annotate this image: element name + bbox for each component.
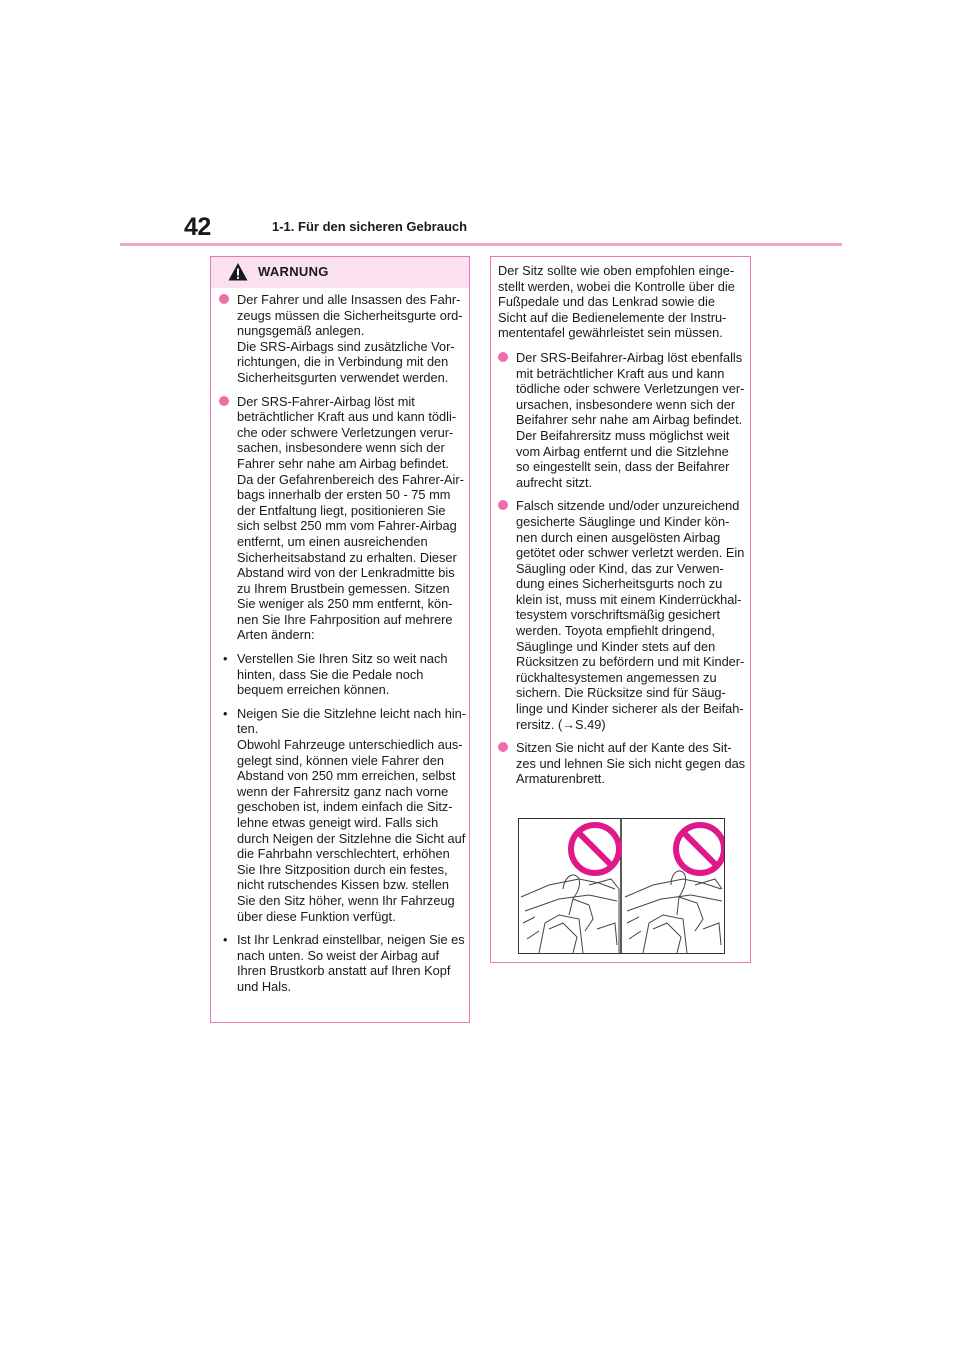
- warning-triangle-icon: [228, 262, 248, 282]
- page-reference-line: [516, 717, 740, 733]
- text-line: gesicherte Säuglinge und Kinder kön-: [516, 513, 730, 529]
- bullet-dot: [498, 352, 508, 362]
- text-line: mit beträchtlicher Kraft aus und kann: [516, 365, 725, 381]
- text-line: hinten, dass Sie die Pedale noch: [237, 666, 424, 682]
- continuation-content: [491, 257, 750, 787]
- text-line: Sitzen Sie nicht auf der Kante des Sit-: [516, 740, 732, 756]
- text-line: Verstellen Sie Ihren Sitz so weit nach: [237, 651, 448, 667]
- text-line: aufrecht sitzt.: [516, 474, 593, 490]
- text-line: che oder schwere Verletzungen verur-: [237, 424, 454, 440]
- warning-sub-item-2: [219, 705, 467, 924]
- continuation-bullet-3: [498, 740, 746, 787]
- text-line: beträchtlicher Kraft aus und kann tödli-: [237, 409, 457, 425]
- text-line: wenn der Fahrersitz ganz nach vorne: [237, 783, 449, 799]
- text-line: und Hals.: [237, 978, 292, 994]
- warning-content: [211, 288, 469, 995]
- incorrect-seating-drawing: [519, 819, 724, 953]
- text-line: rückhaltesystemen angemessen zu: [516, 669, 717, 685]
- text-line: Da der Gefahrenbereich des Fahrer-Air-: [237, 471, 464, 487]
- warning-bullet-2: [219, 393, 464, 644]
- text-line: bags innerhalb der ersten 50 - 75 mm: [237, 487, 451, 503]
- text-line: Abstand wird von der Lenkradmitte bis: [237, 565, 455, 581]
- text-line: Säugling oder Kind, das zur Verwen-: [516, 560, 724, 576]
- text-line: Rücksitzen zu befördern und mit Kinder-: [516, 654, 745, 670]
- text-line: sichern. Die Rücksitze sind für Säug-: [516, 685, 726, 701]
- seating-illustration: [518, 818, 725, 954]
- header-rule: [120, 243, 842, 246]
- text-line: Fahrer sehr nahe am Airbag befindet.: [237, 455, 449, 471]
- text-line: entfernt, um einen ausreichenden: [237, 533, 428, 549]
- continuation-bullet-1: [498, 349, 745, 490]
- text-line: Obwohl Fahrzeuge unterschiedlich aus-: [237, 737, 463, 753]
- text-line: Der SRS-Beifahrer-Airbag löst ebenfalls: [516, 349, 743, 365]
- text-line: Sie den Sitz höher, wenn Ihr Fahrzeug: [237, 892, 455, 908]
- text-line: Ist Ihr Lenkrad einstellbar, neigen Sie es: [237, 932, 465, 948]
- prohibition-icon: [676, 825, 724, 873]
- text-line: durch Neigen der Sitzlehne die Sicht auf: [237, 830, 466, 846]
- warning-title: WARNUNG: [258, 264, 329, 279]
- warning-header: [211, 257, 469, 288]
- warning-sub-item-1: [219, 651, 459, 698]
- text-line: Neigen Sie die Sitzlehne leicht nach hin-: [237, 705, 467, 721]
- text-line: Die SRS-Airbags sind zusätzliche Vor-: [237, 338, 455, 354]
- text-line: Sie weniger als 250 mm entfernt, kön-: [237, 596, 453, 612]
- text-line: nicht rutschendes Kissen bzw. stellen: [237, 877, 449, 893]
- bullet-dot: [219, 294, 229, 304]
- text-line: nach unten. So weist der Airbag auf: [237, 947, 440, 963]
- warning-box: [210, 256, 470, 1023]
- warning-sub-item-3: [219, 932, 465, 994]
- continuation-bullet-2: [498, 498, 745, 732]
- section-title: 1-1. Für den sicheren Gebrauch: [272, 219, 468, 234]
- page-number: 42: [184, 213, 211, 241]
- text-line: sachen, insbesondere wenn sich der: [237, 440, 445, 456]
- text-line: zes und lehnen Sie sich nicht gegen das: [516, 755, 746, 771]
- text-line: Beifahrer sehr nahe am Airbag befindet.: [516, 412, 743, 428]
- text-line: Abstand von 250 mm erreichen, selbst: [237, 768, 456, 784]
- text-line: Säuglinge und Kinder stets auf den: [516, 638, 716, 654]
- text-line: Der Sitz sollte wie oben empfohlen einge-: [498, 263, 735, 278]
- text-line: gelegt sind, können viele Fahrer den: [237, 752, 445, 768]
- text-line: Armaturenbrett.: [516, 771, 605, 787]
- text-line: stellt werden, wobei die Kontrolle über die: [498, 278, 735, 294]
- text-line: Der SRS-Fahrer-Airbag löst mit: [237, 393, 415, 409]
- text-line: Sicherheitsabstand zu erhalten. Dieser: [237, 549, 457, 565]
- text-line: nen durch einen ausgelösten Airbag: [516, 529, 721, 545]
- text-line: vom Airbag entfernt und die Sitzlehne: [516, 443, 729, 459]
- text-line: die Fahrbahn verschlechtert, erhöhen: [237, 846, 450, 862]
- text-line: Fußpedale und das Lenkrad sowie die: [498, 294, 715, 310]
- text-line: Sie Ihre Sitzposition durch ein festes,: [237, 861, 448, 877]
- text-line: lehne etwas geneigt wird. Falls sich: [237, 815, 439, 830]
- text-line: dung eines Sicherheitsgurts noch zu: [516, 576, 723, 592]
- text-line: linge und Kinder sicherer als der Beifah-: [516, 701, 744, 717]
- text-line: Ihren Brustkorb anstatt auf Ihren Kopf: [237, 963, 451, 979]
- text-line: Der Beifahrersitz muss möglichst weit: [516, 427, 730, 443]
- text-line: getötet oder schwer verletzt werden. Ein: [516, 545, 745, 561]
- text-line: Arten ändern:: [237, 627, 315, 643]
- text-line: klein ist, muss mit einem Kinderrückhal-: [516, 591, 742, 607]
- text-line: über diese Funktion verfügt.: [237, 908, 396, 924]
- bullet-dot: [219, 396, 229, 406]
- text-line: werden. Toyota empfiehlt dringend,: [516, 623, 715, 639]
- text-line: sich selbst 250 mm vom Fahrer-Airbag: [237, 518, 457, 534]
- prohibition-icon: [571, 825, 619, 873]
- arrow-right-icon: →: [562, 716, 576, 732]
- bullet-dot: [498, 500, 508, 510]
- text-line: nen Sie Ihre Fahrposition auf mehrere: [237, 611, 453, 627]
- text-line: tesystem vorschriftsmäßig gesichert: [516, 607, 721, 623]
- text-line: geschoben ist, indem einfach die Sitz-: [237, 799, 453, 815]
- bullet-dot: [498, 742, 508, 752]
- text-line: mententafel gewährleistet sein müssen.: [498, 325, 723, 341]
- text-line: bequem erreichen können.: [237, 682, 390, 698]
- page-reference-link[interactable]: S.49): [575, 716, 606, 732]
- continuation-intro: [498, 263, 740, 341]
- ref-prefix: rersitz. (: [516, 716, 563, 732]
- text-line: ten.: [237, 721, 259, 737]
- text-line: zu Ihrem Brustbein gemessen. Sitzen: [237, 580, 450, 596]
- text-line: zeugs müssen die Sicherheitsgurte ord-: [237, 307, 463, 323]
- text-line: Falsch sitzende und/oder unzureichend: [516, 498, 740, 514]
- text-line: richtungen, die in Verbindung mit den: [237, 354, 449, 370]
- text-line: Sicht auf die Bedienelemente der Instru-: [498, 309, 727, 325]
- text-line: Sicherheitsgurten verwendet werden.: [237, 369, 449, 385]
- sub-bullet-dot: •: [223, 705, 228, 721]
- text-line: der Entfaltung liegt, positionieren Sie: [237, 502, 446, 518]
- text-line: nungsgemäß anlegen.: [237, 323, 365, 339]
- text-line: so eingestellt sein, dass der Beifahrer: [516, 459, 730, 475]
- sub-bullet-dot: •: [223, 932, 228, 948]
- sub-bullet-dot: •: [223, 651, 228, 667]
- text-line: tödliche oder schwere Verletzungen ver-: [516, 381, 745, 397]
- warning-bullet-1: [219, 292, 463, 386]
- text-line: Der Fahrer und alle Insassen des Fahr-: [237, 292, 461, 307]
- text-line: ursachen, insbesondere wenn sich der: [516, 396, 736, 412]
